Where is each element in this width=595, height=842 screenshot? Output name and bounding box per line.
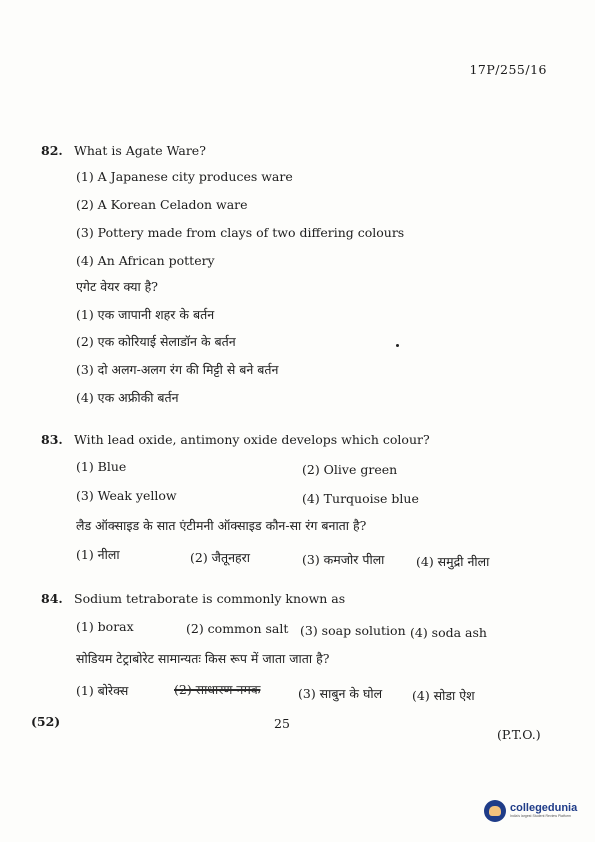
collegedunia-logo [484, 800, 577, 822]
q82-hindi-option-2: (2) एक कोरियाई सेलाडॉन के बर्तन [76, 334, 236, 349]
q83-option-3: (3) Weak yellow [76, 488, 177, 503]
q84-hindi-option-3: (3) साबुन के घोल [298, 686, 383, 701]
q84-hindi-option-1: (1) बोरेक्स [76, 683, 129, 698]
question-text: What is Agate Ware? [74, 143, 206, 158]
q82-option-4: (4) An African pottery [76, 253, 215, 268]
logo-brand: collegedunia [510, 802, 578, 815]
q84-option-1: (1) borax [76, 619, 134, 634]
question-82 [41, 143, 206, 158]
q83-hindi-option-3: (3) कमजोर पीला [302, 552, 385, 567]
page-number: 25 [274, 716, 290, 731]
q82-hindi-option-3: (3) दो अलग-अलग रंग की मिट्टी से बने बर्तन [76, 362, 279, 377]
q82-hindi-text: एगेट वेयर क्या है? [76, 279, 158, 294]
q83-option-2: (2) Olive green [302, 462, 398, 477]
question-number: 83. [41, 432, 63, 447]
q84-option-4: (4) soda ash [410, 625, 487, 640]
pto-label: (P.T.O.) [497, 727, 541, 742]
q83-hindi-option-1: (1) नीला [76, 547, 120, 562]
q83-hindi-option-4: (4) समुद्री नीला [416, 554, 490, 569]
q82-hindi-option-1: (1) एक जापानी शहर के बर्तन [76, 307, 215, 322]
mascot-icon [484, 800, 506, 822]
q83-hindi-text: लैड ऑक्साइड के सात एंटीमनी ऑक्साइड कौन-सा रंग बनाता है? [76, 518, 367, 533]
question-text: With lead oxide, antimony oxide develops which colour? [74, 432, 430, 447]
q82-option-2: (2) A Korean Celadon ware [76, 197, 248, 212]
paper-code: 17P/255/16 [469, 62, 547, 77]
q84-hindi-text: सोडियम टेट्राबोरेट सामान्यतः किस रूप में जाता जाता है? [76, 651, 330, 666]
stray-mark [396, 344, 399, 347]
q82-option-3: (3) Pottery made from clays of two differing colours [76, 225, 405, 240]
question-number: 84. [41, 591, 63, 606]
q84-hindi-option-4: (4) सोडा ऐश [412, 688, 475, 703]
q83-option-4: (4) Turquoise blue [302, 491, 419, 506]
question-84 [41, 591, 345, 606]
logo-tagline: India's largest Student Review Platform [510, 814, 571, 819]
q84-hindi-option-2-struck: (2) साधारण नमक [174, 682, 261, 697]
question-83 [41, 432, 430, 447]
set-number: (52) [31, 714, 61, 729]
q83-option-1: (1) Blue [76, 459, 127, 474]
q82-option-1: (1) A Japanese city produces ware [76, 169, 293, 184]
q84-option-3: (3) soap solution [300, 623, 406, 638]
q84-option-2: (2) common salt [186, 621, 289, 636]
question-number: 82. [41, 143, 63, 158]
q83-hindi-option-2: (2) जैतूनहरा [190, 550, 251, 565]
q82-hindi-option-4: (4) एक अफ्रीकी बर्तन [76, 390, 179, 405]
question-text: Sodium tetraborate is commonly known as [74, 591, 346, 606]
